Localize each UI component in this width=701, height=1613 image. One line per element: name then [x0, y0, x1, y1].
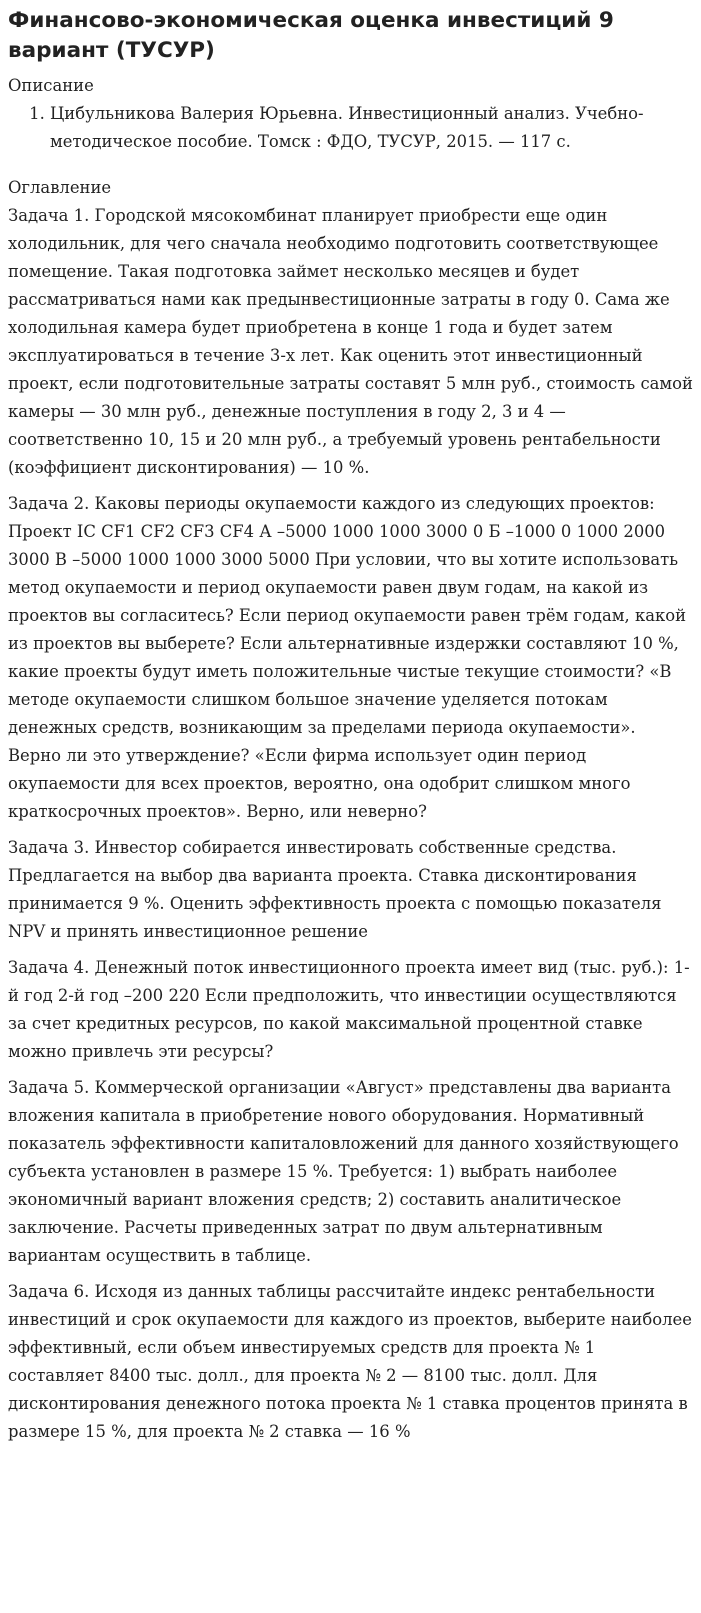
reference-item: 1. Цибульникова Валерия Юрьевна. Инвестиционный анализ. Учебно-методическое пособие. Томск : ФДО, ТУСУР, 2015. — 117 с.	[50, 100, 693, 156]
task-3: Задача 3. Инвестор собирается инвестировать собственные средства. Предлагается на выбор два варианта проекта. Ставка дисконтирования принимается 9 %. Оценить эффективность проекта с помощью показателя NPV и принять инвестиционное решение	[8, 838, 662, 941]
description-label: Описание	[8, 76, 94, 95]
task-2: Задача 2. Каковы периоды окупаемости каждого из следующих проектов: Проект IC CF1 CF2 CF3 CF4 А –5000 1000 1000 3000 0 Б –1000 0 1000 2000 3000 В –5000 1000 1000 3000 5000 При условии, что вы хотите использовать метод окупаемости и период окупаемости равен двум годам, на какой из проектов вы согласитесь? Если период окупаемости равен трём годам, какой из проектов вы выберете? Если альтернативные издержки составляют 10 %, какие проекты будут иметь положительные чистые текущие стоимости? «В методе окупаемости слишком большое значение уделяется потокам денежных средств, возникающим за пределами периода окупаемости». Верно ли это утверждение? «Если фирма использует один период окупаемости для всех проектов, вероятно, она одобрит слишком много краткосрочных проектов». Верно, или неверно?	[8, 494, 687, 821]
reference-list	[8, 100, 693, 156]
page-title: Финансово-экономическая оценка инвестиций 9 вариант (ТУСУР)	[8, 8, 614, 63]
task-5: Задача 5. Коммерческой организации «Август» представлены два варианта вложения капитала в приобретение нового оборудования. Нормативный показатель эффективности капиталовложений для данного хозяйствующего субъекта установлен в размере 15 %. Требуется: 1) выбрать наиболее экономичный вариант вложения средств; 2) составить аналитическое заключение. Расчеты приведенных затрат по двум альтернативным вариантам осуществить в таблице.	[8, 1078, 679, 1265]
toc-label: Оглавление	[8, 178, 112, 197]
task-4: Задача 4. Денежный поток инвестиционного проекта имеет вид (тыс. руб.): 1-й год 2-й год –200 220 Если предположить, что инвестиции осуществляются за счет кредитных ресурсов, по какой максимальной процентной ставке можно привлечь эти ресурсы?	[8, 958, 690, 1061]
task-6: Задача 6. Исходя из данных таблицы рассчитайте индекс рентабельности инвестиций и срок окупаемости для каждого из проектов, выберите наиболее эффективный, если объем инвестируемых средств для проекта № 1 составляет 8400 тыс. долл., для проекта № 2 — 8100 тыс. долл. Для дисконтирования денежного потока проекта № 1 ставка процентов принята в размере 15 %, для проекта № 2 ставка — 16 %	[8, 1282, 692, 1441]
task-1: Задача 1. Городской мясокомбинат планирует приобрести еще один холодильник, для чего сначала необходимо подготовить соответствующее помещение. Такая подготовка займет несколько месяцев и будет рассматриваться нами как предынвестиционные затраты в году 0. Сама же холодильная камера будет приобретена в конце 1 года и будет затем эксплуатироваться в течение 3-х лет. Как оценить этот инвестиционный проект, если подготовительные затраты составят 5 млн руб., стоимость самой камеры — 30 млн руб., денежные поступления в году 2, 3 и 4 — соответственно 10, 15 и 20 млн руб., а требуемый уровень рентабельности (коэффициент дисконтирования) — 10 %.	[8, 206, 693, 477]
